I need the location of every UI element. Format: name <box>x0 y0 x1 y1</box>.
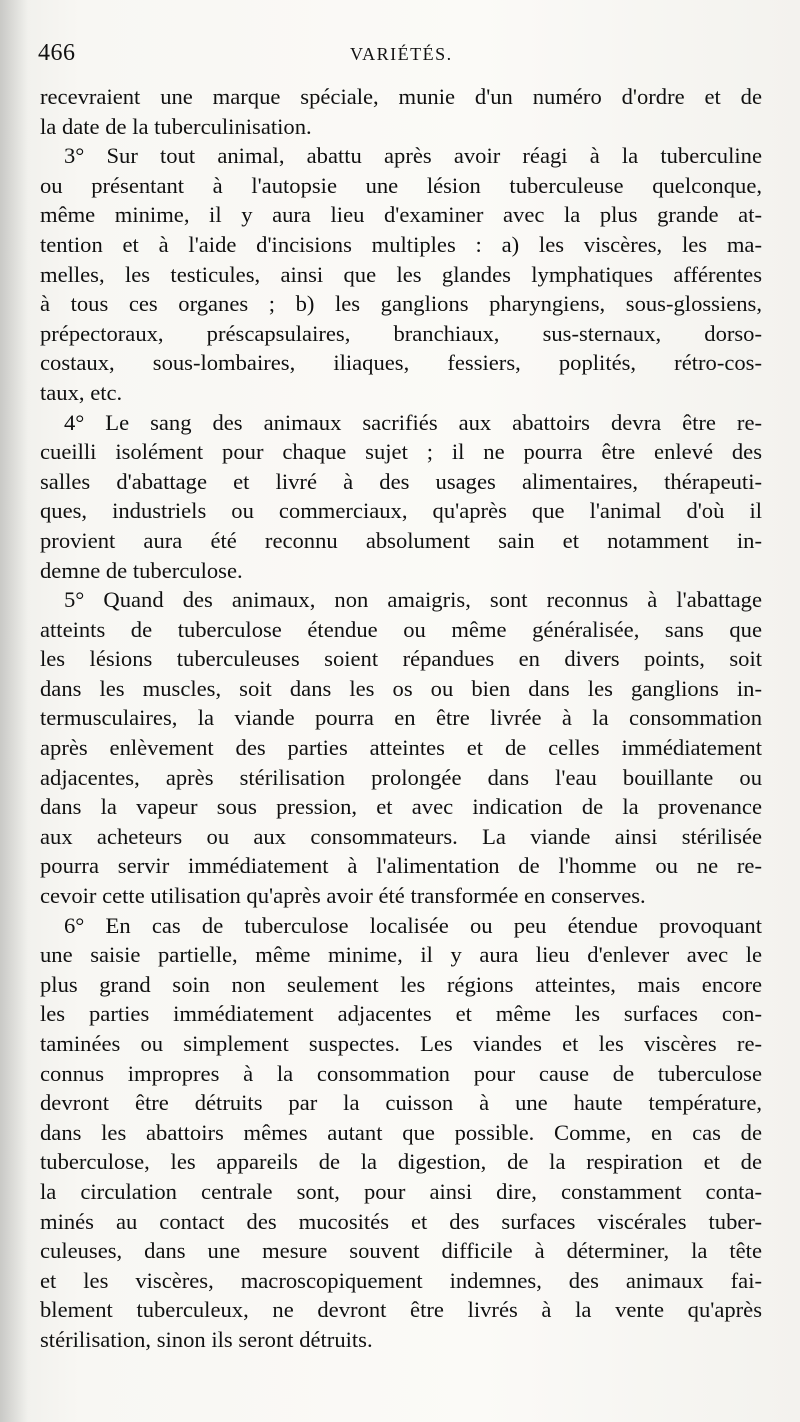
text-line: taminées ou simplement suspectes. Les viandes et les viscères re- <box>40 1031 762 1056</box>
text-line: adjacentes, après stérilisation prolongée dans l'eau bouillante ou <box>40 764 762 790</box>
text-line: costaux, sous-lombaires, iliaques, fessiers, poplités, rétro-cos- <box>40 350 762 376</box>
text-line: minés au contact des mucosités et des surfaces viscérales tuber- <box>40 1208 762 1234</box>
page-binding-shadow <box>0 0 28 1422</box>
text-line: et les viscères, macroscopiquement indemnes, des animaux fai- <box>40 1267 762 1293</box>
text-line: stérilisation, sinon ils seront détruits. <box>40 1326 373 1352</box>
paragraph-6-start: 6° En cas de tuberculose localisée ou peu étendue provoquant <box>64 912 762 938</box>
text-line: termusculaires, la viande pourra en être livrée à la consommation <box>40 705 762 731</box>
text-line: culeuses, dans une mesure souvent difficile à déterminer, la tête <box>40 1238 762 1264</box>
text-line: tuberculose, les appareils de la digestion, de la respiration et de <box>40 1149 762 1175</box>
text-line: les parties immédiatement adjacentes et même les surfaces con- <box>40 1001 762 1027</box>
text-line: à tous ces organes ; b) les ganglions pharyngiens, sous-glossiens, <box>40 291 762 317</box>
text-line: dans la vapeur sous pression, et avec indication de la provenance <box>40 794 762 820</box>
text-line: prépectoraux, préscapsulaires, branchiaux, sus-sternaux, dorso- <box>40 320 762 346</box>
text-line: plus grand soin non seulement les régions atteintes, mais encore <box>40 971 762 997</box>
text-line: salles d'abattage et livré à des usages alimentaires, thérapeuti- <box>40 468 762 494</box>
text-line: ques, industriels ou commerciaux, qu'après que l'animal d'où il <box>40 498 762 524</box>
page-header <box>38 40 760 74</box>
running-head: VARIÉTÉS. <box>350 44 453 64</box>
page-number: 466 <box>38 40 76 66</box>
text-line: ou présentant à l'autopsie une lésion tuberculeuse quelconque, <box>40 172 762 198</box>
text-line: après enlèvement des parties atteintes et de celles immédiatement <box>40 735 762 761</box>
text-line: une saisie partielle, même minime, il y aura lieu d'enlever avec le <box>40 942 762 968</box>
text-line: pourra servir immédiatement à l'alimentation de l'homme ou ne re- <box>40 853 762 879</box>
text-line: atteints de tuberculose étendue ou même généralisée, sans que <box>40 616 762 642</box>
text-line: les lésions tuberculeuses soient répandues en divers points, soit <box>40 646 762 672</box>
text-line: devront être détruits par la cuisson à une haute température, <box>40 1090 762 1116</box>
text-line: la circulation centrale sont, pour ainsi dire, constamment conta- <box>40 1178 762 1204</box>
text-line: tention et à l'aide d'incisions multiples : a) les viscères, les ma- <box>40 231 762 257</box>
text-line: recevraient une marque spéciale, munie d'un numéro d'ordre et de <box>40 84 762 109</box>
text-line: cevoir cette utilisation qu'après avoir été transformée en conserves. <box>40 883 646 909</box>
paragraph-5-start: 5° Quand des animaux, non amaigris, sont reconnus à l'abattage <box>64 587 762 613</box>
text-line: demne de tuberculose. <box>40 557 243 583</box>
text-line: connus impropres à la consommation pour cause de tuberculose <box>40 1060 762 1086</box>
text-line: melles, les testicules, ainsi que les glandes lymphatiques afférentes <box>40 261 762 287</box>
text-line: blement tuberculeux, ne devront être livrés à la vente qu'après <box>40 1297 762 1323</box>
paragraph-3-start: 3° Sur tout animal, abattu après avoir réagi à la tuberculine <box>64 143 762 169</box>
paragraph-4-start: 4° Le sang des animaux sacrifiés aux abattoirs devra être re- <box>64 409 762 435</box>
text-line: taux, etc. <box>40 379 123 405</box>
text-line: la date de la tuberculinisation. <box>40 113 312 139</box>
text-line: dans les muscles, soit dans les os ou bien dans les ganglions in- <box>40 675 762 701</box>
text-line: même minime, il y aura lieu d'examiner avec la plus grande at- <box>40 202 762 228</box>
text-line: cueilli isolément pour chaque sujet ; il ne pourra être enlevé des <box>40 439 762 465</box>
text-line: dans les abattoirs mêmes autant que possible. Comme, en cas de <box>40 1119 762 1145</box>
text-line: provient aura été reconnu absolument sain et notamment in- <box>40 527 762 553</box>
text-line: aux acheteurs ou aux consommateurs. La viande ainsi stérilisée <box>40 823 762 849</box>
body-text <box>40 82 762 1355</box>
